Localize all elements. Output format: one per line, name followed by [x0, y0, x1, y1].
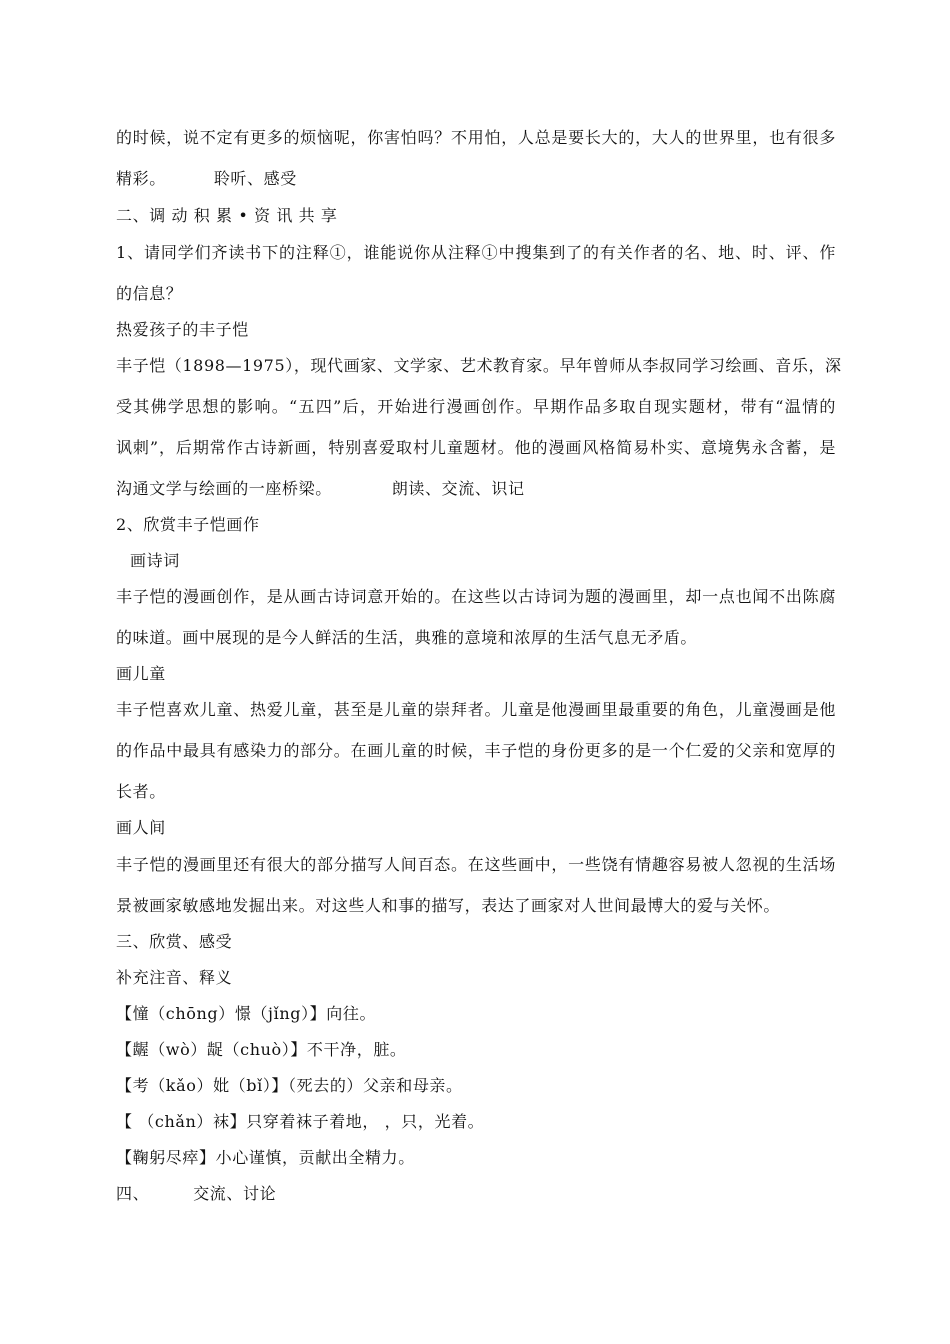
- line-text: 沟通文学与绘画的一座桥梁。: [116, 479, 332, 498]
- section-heading: [116, 1184, 836, 1204]
- subheading: 热爱孩子的丰子恺: [116, 320, 249, 339]
- section-heading: 三、欣赏、感受: [116, 932, 233, 951]
- paragraph-line: 丰子恺（1898—1975），现代画家、文学家、艺术教育家。早年曾师从李叔同学习绘画、音乐，深: [116, 356, 842, 375]
- paragraph-line: [116, 479, 836, 499]
- vocab-item: 【鞠躬尽瘁】小心谨慎，贡献出全精力。: [116, 1148, 415, 1167]
- paragraph-line: 丰子恺喜欢儿童、热爱儿童，甚至是儿童的崇拜者。儿童是他漫画里最重要的角色，儿童漫画是他: [116, 700, 836, 719]
- subheading: 画儿童: [116, 664, 166, 683]
- vocab-item: 【龌（wò）龊（chuò）】不干净，脏。: [116, 1040, 407, 1059]
- vocab-item: 【憧（chōng）憬（jǐng）】向往。: [116, 1004, 377, 1023]
- vocab-item: 【 （chǎn）袜】只穿着袜子着地， ，只，光着。: [116, 1112, 485, 1131]
- vocab-item: 【考（kǎo）妣（bǐ）】（死去的）父亲和母亲。: [116, 1076, 463, 1095]
- activity-note: 聆听、感受: [213, 169, 297, 188]
- line-text: 精彩。: [116, 169, 166, 188]
- paragraph-line: [116, 169, 836, 189]
- paragraph-line: 的味道。画中展现的是今人鲜活的生活，典雅的意境和浓厚的生活气息无矛盾。: [116, 628, 698, 647]
- paragraph-line: 讽刺”，后期常作古诗新画，特别喜爱取村儿童题材。他的漫画风格简易朴实、意境隽永含蓄，是: [116, 438, 836, 457]
- section-number: 四、: [116, 1184, 150, 1203]
- section-heading: 2、欣赏丰子恺画作: [116, 515, 260, 534]
- paragraph-line: 受其佛学思想的影响。“五四”后，开始进行漫画创作。早期作品多取自现实题材，带有“温情的: [116, 397, 836, 416]
- paragraph-line: 的时候，说不定有更多的烦恼呢，你害怕吗？不用怕，人总是要长大的，大人的世界里，也有很多: [116, 128, 836, 147]
- subheading: 画诗词: [130, 551, 180, 570]
- section-title: 交流、讨论: [193, 1184, 277, 1203]
- section-heading: 二、调 动 积 累 • 资 讯 共 享: [116, 206, 338, 225]
- paragraph-line: 的信息？: [116, 284, 183, 303]
- paragraph-line: 景被画家敏感地发掘出来。对这些人和事的描写，表达了画家对人世间最博大的爱与关怀。: [116, 896, 781, 915]
- subheading: 补充注音、释义: [116, 968, 233, 987]
- paragraph-line: 的作品中最具有感染力的部分。在画儿童的时候，丰子恺的身份更多的是一个仁爱的父亲和宽厚的: [116, 741, 836, 760]
- activity-note: 朗读、交流、识记: [391, 479, 525, 498]
- subheading: 画人间: [116, 818, 166, 837]
- paragraph-line: 长者。: [116, 782, 166, 801]
- paragraph-line: 丰子恺的漫画创作，是从画古诗词意开始的。在这些以古诗词为题的漫画里，却一点也闻不出陈腐: [116, 587, 836, 606]
- paragraph-line: 丰子恺的漫画里还有很大的部分描写人间百态。在这些画中，一些饶有情趣容易被人忽视的生活场: [116, 855, 836, 874]
- paragraph-line: 1、请同学们齐读书下的注释①，谁能说你从注释①中搜集到了的有关作者的名、地、时、评、作: [116, 243, 836, 262]
